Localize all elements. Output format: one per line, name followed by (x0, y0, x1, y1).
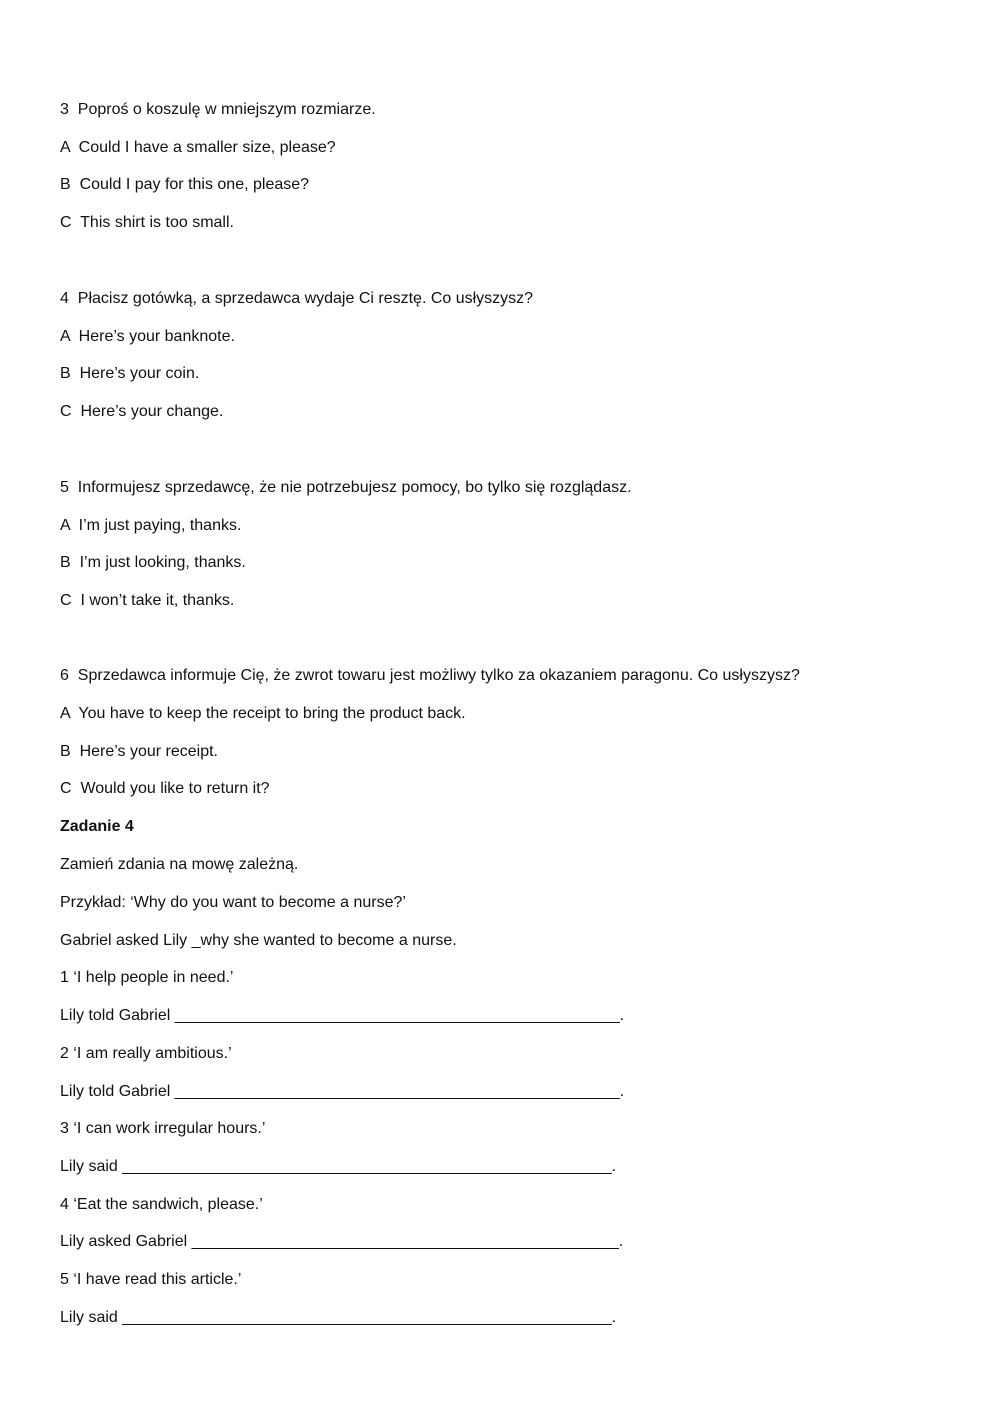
question-3-option-c: C This shirt is too small. (60, 214, 234, 231)
task-4-item-2-quote: 2 ‘I am really ambitious.’ (60, 1045, 232, 1062)
question-4-option-a: A Here’s your banknote. (60, 328, 235, 345)
question-4-option-c: C Here’s your change. (60, 403, 224, 420)
task-4-heading: Zadanie 4 (60, 818, 134, 835)
question-5-option-a: A I’m just paying, thanks. (60, 517, 242, 534)
question-6-prompt: 6 Sprzedawca informuje Cię, że zwrot towaru jest możliwy tylko za okazaniem paragonu. Co usłyszysz? (60, 667, 800, 684)
question-6-option-a: A You have to keep the receipt to bring the product back. (60, 705, 466, 722)
task-4-item-3-quote: 3 ‘I can work irregular hours.’ (60, 1120, 266, 1137)
task-4-item-1-quote: 1 ‘I help people in need.’ (60, 969, 234, 986)
question-6-option-c: C Would you like to return it? (60, 780, 270, 797)
task-4-example-quote: Przykład: ‘Why do you want to become a nurse?’ (60, 894, 406, 911)
task-4-item-5-quote: 5 ‘I have read this article.’ (60, 1271, 242, 1288)
question-3-option-a: A Could I have a smaller size, please? (60, 139, 336, 156)
question-3-option-b: B Could I pay for this one, please? (60, 176, 310, 193)
task-4-item-4-quote: 4 ‘Eat the sandwich, please.’ (60, 1196, 263, 1213)
task-4-item-3-answer-line[interactable]: Lily said _______________________________________________________. (60, 1158, 617, 1175)
question-5-prompt: 5 Informujesz sprzedawcę, że nie potrzebujesz pomocy, bo tylko się rozglądasz. (60, 479, 632, 496)
task-4-example-answer: Gabriel asked Lily _why she wanted to become a nurse. (60, 932, 457, 949)
task-4-instruction: Zamień zdania na mowę zależną. (60, 856, 299, 873)
question-6-option-b: B Here’s your receipt. (60, 743, 218, 760)
question-5-option-b: B I’m just looking, thanks. (60, 554, 246, 571)
task-4-item-4-answer-line[interactable]: Lily asked Gabriel ________________________________________________. (60, 1233, 624, 1250)
question-3-prompt: 3 Poproś o koszulę w mniejszym rozmiarze. (60, 101, 376, 118)
task-4-item-5-answer-line[interactable]: Lily said _______________________________________________________. (60, 1309, 617, 1326)
task-4-item-1-answer-line[interactable]: Lily told Gabriel __________________________________________________. (60, 1007, 625, 1024)
question-4-prompt: 4 Płacisz gotówką, a sprzedawca wydaje Ci resztę. Co usłyszysz? (60, 290, 534, 307)
task-4-item-2-answer-line[interactable]: Lily told Gabriel __________________________________________________. (60, 1083, 625, 1100)
question-5-option-c: C I won’t take it, thanks. (60, 592, 235, 609)
question-4-option-b: B Here’s your coin. (60, 365, 200, 382)
